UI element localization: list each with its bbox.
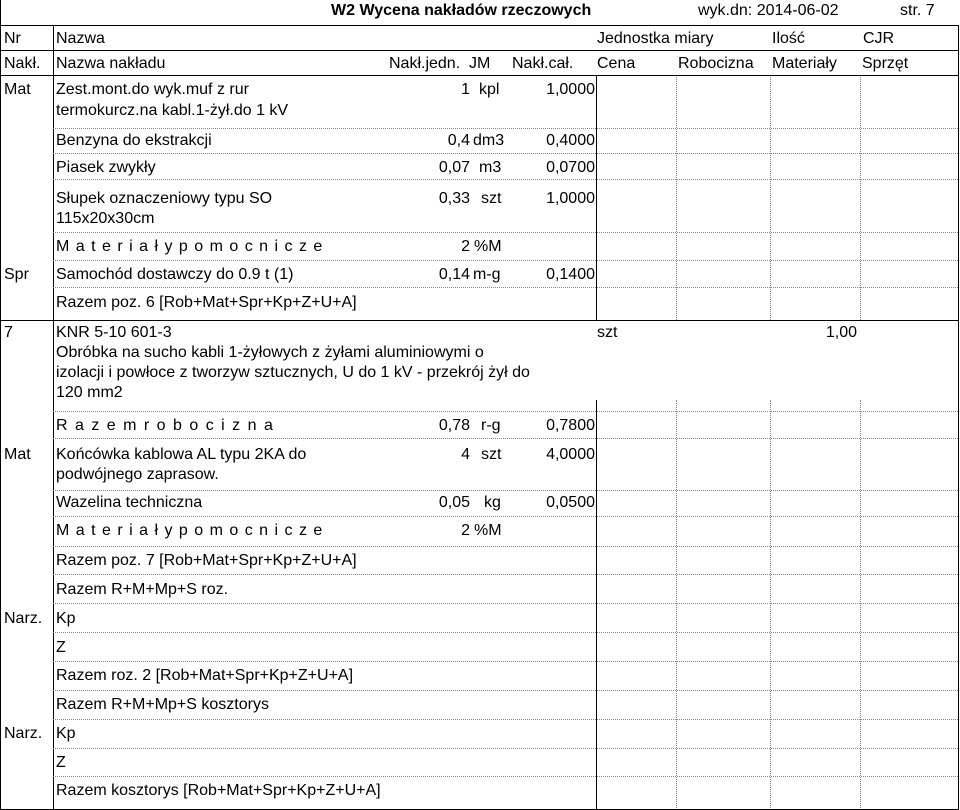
col-nr: Nr [4,30,21,47]
grid-line [53,153,958,154]
auxiliary-materials: M a t e r i a ł y p o m o c n i c z e [56,522,324,539]
grid-line [53,260,958,261]
total-consumption: 0,0700 [546,159,595,176]
overhead-z: Z [56,639,66,656]
unit-of-measure: dm3 [473,132,505,149]
material-name: termokurcz.na kabl.1-żył.do 1 kV [56,102,289,119]
position-description: izolacji i powłoce z tworzyw sztucznych, U do 1 kV - przekrój żył do [56,364,530,381]
col-cena: Cena [597,55,636,72]
position-number: 7 [4,324,13,341]
grid-line [53,748,958,749]
labour-total: R a z e m r o b o c i z n a [56,417,275,434]
total-consumption: 1,0000 [546,190,595,207]
unit-consumption: 0,14 [438,266,470,283]
position-total: Razem poz. 6 [Rob+Mat+Spr+Kp+Z+U+A] [56,294,357,311]
total-consumption: 0,4000 [546,132,595,149]
col-materialy: Materiały [772,55,837,72]
grid-line [53,603,958,604]
grid-line [53,574,958,575]
material-name: podwójnego zaprasow. [56,466,219,483]
grid-line [53,25,54,810]
unit-of-measure: r-g [481,417,501,434]
material-name: Wazelina techniczna [56,494,203,511]
auxiliary-materials: M a t e r i a ł y p o m o c n i c z e [56,238,324,255]
position-basis: KNR 5-10 601-3 [56,324,172,341]
unit-consumption: 0,78 [438,417,470,434]
nakl-type-mat: Mat [4,446,31,463]
unit-of-measure: m3 [479,159,502,176]
total-consumption: 0,1400 [546,266,595,283]
unit-of-measure: kg [484,494,501,511]
grid-line [53,179,958,180]
position-quantity: 1,00 [825,324,857,341]
unit-of-measure: kpl [479,81,500,98]
total-consumption: 1,0000 [546,81,595,98]
grid-line [53,232,958,233]
unit-of-measure: m-g [473,266,501,283]
grid-line [53,287,958,288]
unit-consumption: 4 [461,446,470,463]
unit-of-measure: szt [481,190,502,207]
grid-line [0,25,959,26]
col-jednostka: Jednostka miary [597,30,714,47]
nakl-type-mat: Mat [4,81,31,98]
unit-consumption: 0,05 [438,494,470,511]
grid-line [53,546,958,547]
grid-line [0,0,1,810]
grid-line [0,75,959,76]
grid-line [0,320,959,321]
grid-line [676,75,677,320]
grid-line [53,438,958,439]
position-unit: szt [597,324,618,341]
overhead-kp: Kp [56,610,76,627]
col-nakl-jedn: Nakł.jedn. [389,55,461,72]
col-ilosc: Ilość [772,30,805,47]
overhead-z: Z [56,754,66,771]
position-description: 120 mm2 [56,384,123,401]
col-nazwa-nakladu: Nazwa nakładu [56,55,166,72]
grid-line [53,128,958,129]
col-nazwa: Nazwa [56,30,105,47]
grid-line [770,75,771,320]
unit-consumption: 0,4 [447,132,470,149]
grid-line [53,490,958,491]
material-name: Zest.mont.do wyk.muf z rur [56,81,249,98]
equipment-name: Samochód dostawczy do 0.9 t (1) [56,266,294,283]
overheads-label: Narz. [4,725,43,742]
unit-consumption: 0,33 [438,190,470,207]
total-consumption: 4,0000 [546,446,595,463]
grid-line [53,632,958,633]
estimate-rmms-total: Razem R+M+Mp+S kosztorys [56,696,269,713]
nakl-type-spr: Spr [4,266,29,283]
material-name: Benzyna do ekstrakcji [56,132,212,149]
col-cjr: CJR [863,30,895,47]
unit-of-measure: szt [481,446,502,463]
estimate-total: Razem kosztorys [Rob+Mat+Spr+Kp+Z+U+A] [56,782,381,799]
page-number: str. 7 [900,2,935,19]
print-date: wyk.dn: 2014-06-02 [698,2,839,19]
grid-line [53,776,958,777]
overhead-kp: Kp [56,725,76,742]
unit-consumption: 0,07 [438,159,470,176]
grid-line [53,516,958,517]
material-name: Końcówka kablowa AL typu 2KA do [56,446,307,463]
total-consumption: 0,7800 [546,417,595,434]
col-sprzet: Sprzęt [862,55,909,72]
total-consumption: 0,0500 [546,494,595,511]
grid-line [53,690,958,691]
material-name: Słupek oznaczeniowy typu SO [56,190,273,207]
unit-consumption: 2 [461,238,470,255]
grid-line [860,75,861,320]
col-nakl: Nakł. [4,55,41,72]
grid-line [0,50,959,51]
page-title: W2 Wycena nakładów rzeczowych [331,2,592,19]
material-name: 115x20x30cm [56,210,155,227]
overheads-label: Narz. [4,610,43,627]
unit-of-measure: %M [474,238,502,255]
col-nakl-cal: Nakł.cał. [512,55,574,72]
unit-consumption: 1 [461,81,470,98]
position-total: Razem poz. 7 [Rob+Mat+Spr+Kp+Z+U+A] [56,552,357,569]
grid-line [53,661,958,662]
col-robocizna: Robocizna [678,55,754,72]
grid-line [53,719,958,720]
section-total: Razem roz. 2 [Rob+Mat+Spr+Kp+Z+U+A] [56,667,354,684]
material-name: Piasek zwykły [56,159,156,176]
grid-line [596,75,597,320]
grid-line [53,411,958,412]
col-jm: JM [469,55,491,72]
section-rmms-total: Razem R+M+Mp+S roz. [56,581,229,598]
unit-of-measure: %M [474,522,502,539]
unit-consumption: 2 [461,522,470,539]
grid-line [958,25,959,810]
position-description: Obróbka na sucho kabli 1-żyłowych z żyłami aluminiowymi o [56,344,484,361]
